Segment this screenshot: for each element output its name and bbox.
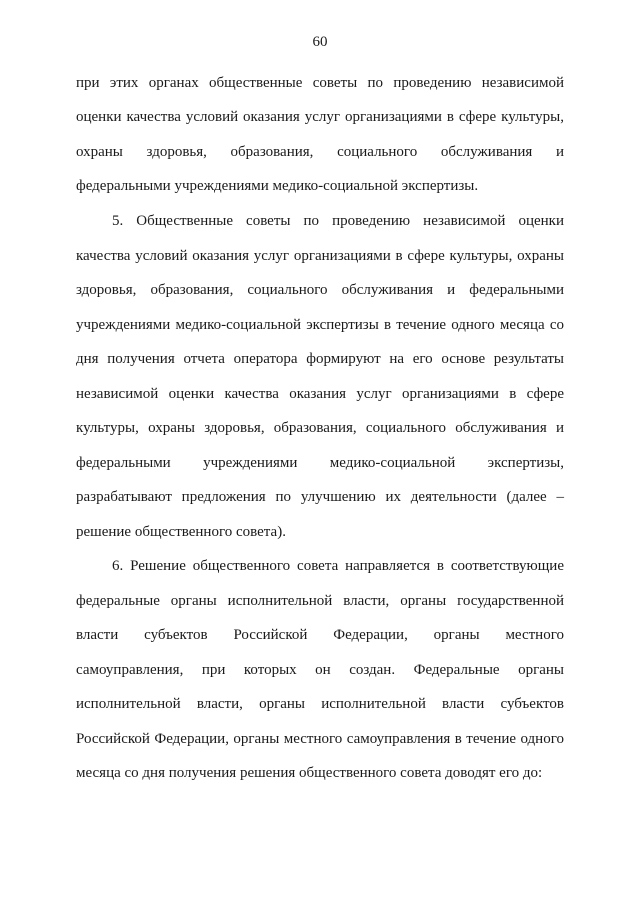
text-line: 5. Общественные советы по проведению независимой оценки bbox=[112, 213, 564, 229]
text-line: разрабатывают предложения по улучшению их деятельности (далее – bbox=[76, 489, 564, 505]
text-line: учреждениями медико-социальной экспертизы в течение одного месяца со bbox=[76, 317, 564, 333]
text-line: независимой оценки качества оказания услуг организациями в сфере bbox=[76, 386, 564, 402]
text-line: исполнительной власти, органы исполнительной власти субъектов bbox=[76, 696, 564, 712]
text-line: федеральными учреждениями медико-социальной экспертизы, bbox=[76, 455, 564, 471]
text-line: месяца со дня получения решения общественного совета доводят его до: bbox=[76, 765, 543, 781]
text-line: оценки качества условий оказания услуг организациями в сфере культуры, bbox=[76, 109, 564, 125]
text-line: 6. Решение общественного совета направляется в соответствующие bbox=[112, 558, 564, 574]
page-number: 60 bbox=[312, 34, 328, 50]
text-line: культуры, охраны здоровья, образования, социального обслуживания и bbox=[76, 420, 564, 436]
text-line: власти субъектов Российской Федерации, органы местного bbox=[76, 627, 564, 643]
text-line: охраны здоровья, образования, социального обслуживания и bbox=[76, 144, 564, 160]
text-line: федеральными учреждениями медико-социальной экспертизы. bbox=[76, 178, 479, 194]
text-line: решение общественного совета). bbox=[76, 524, 286, 540]
text-line: качества условий оказания услуг организациями в сфере культуры, охраны bbox=[76, 248, 564, 264]
text-line: здоровья, образования, социального обслуживания и федеральными bbox=[76, 282, 564, 298]
text-line: федеральные органы исполнительной власти, органы государственной bbox=[76, 593, 564, 609]
text-line: дня получения отчета оператора формируют на его основе результаты bbox=[76, 351, 564, 367]
text-line: Российской Федерации, органы местного самоуправления в течение одного bbox=[76, 731, 564, 747]
text-line: самоуправления, при которых он создан. Федеральные органы bbox=[76, 662, 564, 678]
text-line: при этих органах общественные советы по проведению независимой bbox=[76, 75, 564, 91]
